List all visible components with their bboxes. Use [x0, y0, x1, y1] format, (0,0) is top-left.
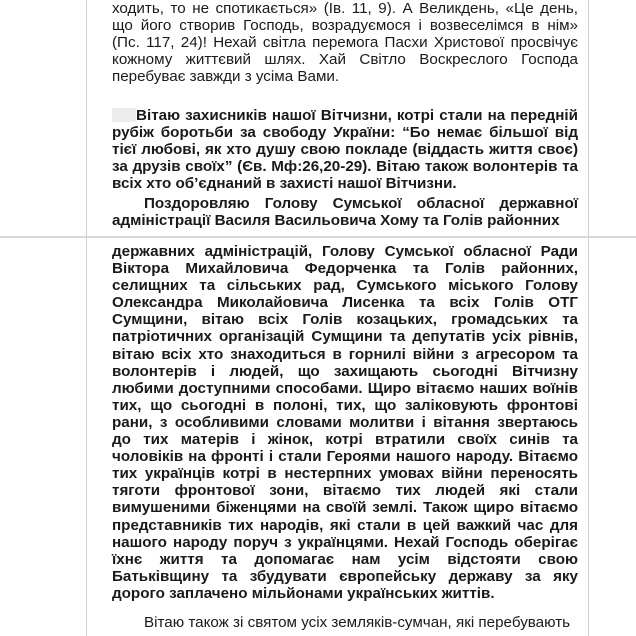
paragraph-greeting-start: Поздоровляю Голову Сумської обласної державної адміністрації Василя Васильовича Хому та Голів районних	[112, 195, 578, 230]
paragraph-greeting-continued: державних адміністрацій, Голову Сумської обласної Ради Віктора Михайловича Федорченка та Голів районних, селищних та сільських рад, Сумського міського Голову Олександра Миколайовича Лисенка та всіх Голів ОТГ Сумщини, вітаю всіх Голів козацьких, громадських та патріотичних організацій Сумщини та депутатів усіх рівнів, вітаю всіх хто знаходиться в горнилі війни з агресором та волонтерів і людей, що захищають сьогодні Вітчизну любими доступними способами. Щиро вітаємо наших воїнів тих, що сьогодні в полоні, тих, що заліковують фронтові рани, з особливими словами молитви і вітання звертаюсь до тих матерів і жінок, котрі втратили своїх синів та чоловіків на фронті і стали Героями нашого народу. Вітаємо тих українців котрі в нестерпних умовах війни переносять тяготи фронтової зони, вітаємо тих людей які стали вимушеними біженцями на своїй землі. Також щиро вітаємо представників тих народів, які стали в цей важкий час для нашого народу поруч з українцями. Нехай Господь оберігає їхнє життя та допомагає нам усім відстояти свою Батьківщину та збудувати європейську державу за яку дорого заплачено мільйонами українських життів.	[112, 243, 578, 602]
margin-line-left	[86, 0, 87, 236]
paragraph-defenders	[112, 107, 578, 192]
margin-line-right-lower	[588, 238, 589, 636]
page-upper	[0, 0, 636, 236]
paragraph-easter: ходить, то не спотикається» (Ів. 11, 9). А Великдень, «Це день, що його створив Господь, возрадуємося і возвеселімся в нім» (Пс. 117, 24)! Нехай світла перемога Пасхи Христової просвічує кожному життєвий шлях. Хай Світло Воскреслого Господа перебуває завжди з усіма Вами.	[112, 0, 578, 86]
page-lower	[0, 238, 636, 636]
highlight-mark	[112, 108, 136, 122]
margin-line-right	[588, 0, 589, 236]
margin-line-left-lower	[86, 238, 87, 636]
paragraph-defenders-text: Вітаю захисників нашої Вітчизни, котрі стали на передній рубіж боротьби за свободу України: “Бо немає більшої від тієї любові, як хто душу свою покладе (віддасть життя своє) за друзів своїх” (Єв. Мф:26,20-29). Вітаю також волонтерів та всіх хто об’єднаний в захисті нашої Вітчизни.	[112, 107, 578, 193]
paragraph-countrymen: Вітаю також зі святом усіх земляків-сумчан, які перебувають	[144, 614, 571, 631]
